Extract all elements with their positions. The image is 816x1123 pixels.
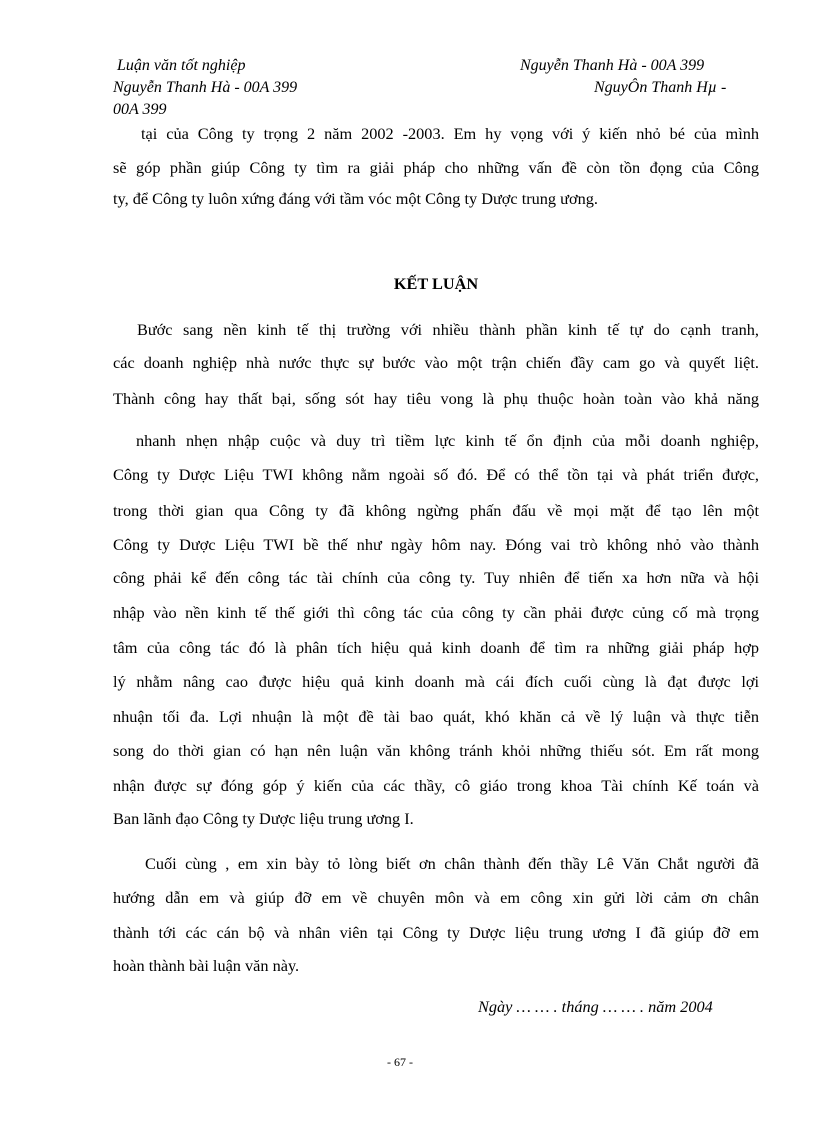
conclusion-line: trong thời gian qua Công ty đã không ngừng phấn đấu về mọi mặt để tạo lên một bbox=[113, 501, 759, 520]
conclusion-line: Bước sang nền kinh tế thị trường với nhiều thành phần kinh tế tự do cạnh tranh, bbox=[137, 320, 759, 339]
conclusion-line: nhận được sự đóng góp ý kiến của các thầy, cô giáo trong khoa Tài chính Kế toán và bbox=[113, 776, 759, 795]
conclusion-line: Thành công hay thất bại, sống sót hay tiêu vong là phụ thuộc hoàn toàn vào khả năng bbox=[113, 389, 759, 408]
intro-line: ty, để Công ty luôn xứng đáng với tầm vóc một Công ty Dược trung ương. bbox=[113, 189, 598, 208]
conclusion-heading: KẾT LUẬN bbox=[393, 274, 479, 293]
conclusion-line: Công ty Dược Liệu TWI không nằm ngoài số đó. Để có thể tồn tại và phát triển được, bbox=[113, 465, 759, 484]
thanks-line: hướng dẫn em và giúp đỡ em về chuyên môn và em công xin gửi lời cảm ơn chân bbox=[113, 888, 759, 907]
intro-line: sẽ góp phần giúp Công ty tìm ra giải pháp cho những vấn đề còn tồn đọng của Công bbox=[113, 158, 759, 177]
conclusion-line: tâm của công tác đó là phân tích hiệu quả kinh doanh để tìm ra những giải pháp hợp bbox=[113, 638, 759, 657]
conclusion-line: công phải kể đến công tác tài chính của công ty. Tuy nhiên để tiến xa hơn nữa và hội bbox=[113, 568, 759, 587]
conclusion-line: các doanh nghiệp nhà nước thực sự bước vào một trận chiến đầy cam go và quyết liệt. bbox=[113, 353, 759, 372]
date-line: Ngày … … . tháng … … . năm 2004 bbox=[478, 997, 713, 1016]
thanks-line: thành tới các cán bộ và nhân viên tại Công ty Dược liệu trung ương I đã giúp đỡ em bbox=[113, 923, 759, 942]
conclusion-line: nhuận tối đa. Lợi nhuận là một đề tài bao quát, khó khăn cả về lý luận và thực tiễn bbox=[113, 707, 759, 726]
header-author-left: Nguyễn Thanh Hà - 00A 399 bbox=[113, 79, 298, 96]
conclusion-line: song do thời gian có hạn nên luận văn không tránh khỏi những thiếu sót. Em rất mong bbox=[113, 741, 759, 760]
conclusion-line: nhanh nhẹn nhập cuộc và duy trì tiềm lực kinh tế ổn định của mỗi doanh nghiệp, bbox=[136, 431, 759, 450]
header-author-garbled: NguyÔn Thanh Hµ - bbox=[594, 79, 727, 96]
thanks-line: Cuối cùng , em xin bày tỏ lòng biết ơn chân thành đến thầy Lê Văn Chắt người đã bbox=[145, 854, 759, 873]
conclusion-line: Công ty Dược Liệu TWI bề thế như ngày hôm nay. Đóng vai trò không nhỏ vào thành bbox=[113, 535, 759, 554]
page-number: - 67 - bbox=[387, 1055, 413, 1069]
intro-line: tại của Công ty trọng 2 năm 2002 -2003. Em hy vọng với ý kiến nhỏ bé của mình bbox=[141, 124, 759, 143]
header-thesis-title: Luận văn tốt nghiệp bbox=[117, 57, 246, 74]
header-student-code: 00A 399 bbox=[113, 101, 167, 118]
conclusion-line: Ban lãnh đạo Công ty Dược liệu trung ương I. bbox=[113, 809, 414, 828]
conclusion-line: lý nhằm nâng cao được hiệu quả kinh doanh mà cái đích cuối cùng là đạt được lợi bbox=[113, 672, 759, 691]
header-author-right: Nguyễn Thanh Hà - 00A 399 bbox=[520, 57, 705, 74]
conclusion-line: nhập vào nền kinh tế thế giới thì công tác của công ty cần phải được củng cố mà trọng bbox=[113, 603, 759, 622]
thanks-line: hoàn thành bài luận văn này. bbox=[113, 956, 300, 975]
